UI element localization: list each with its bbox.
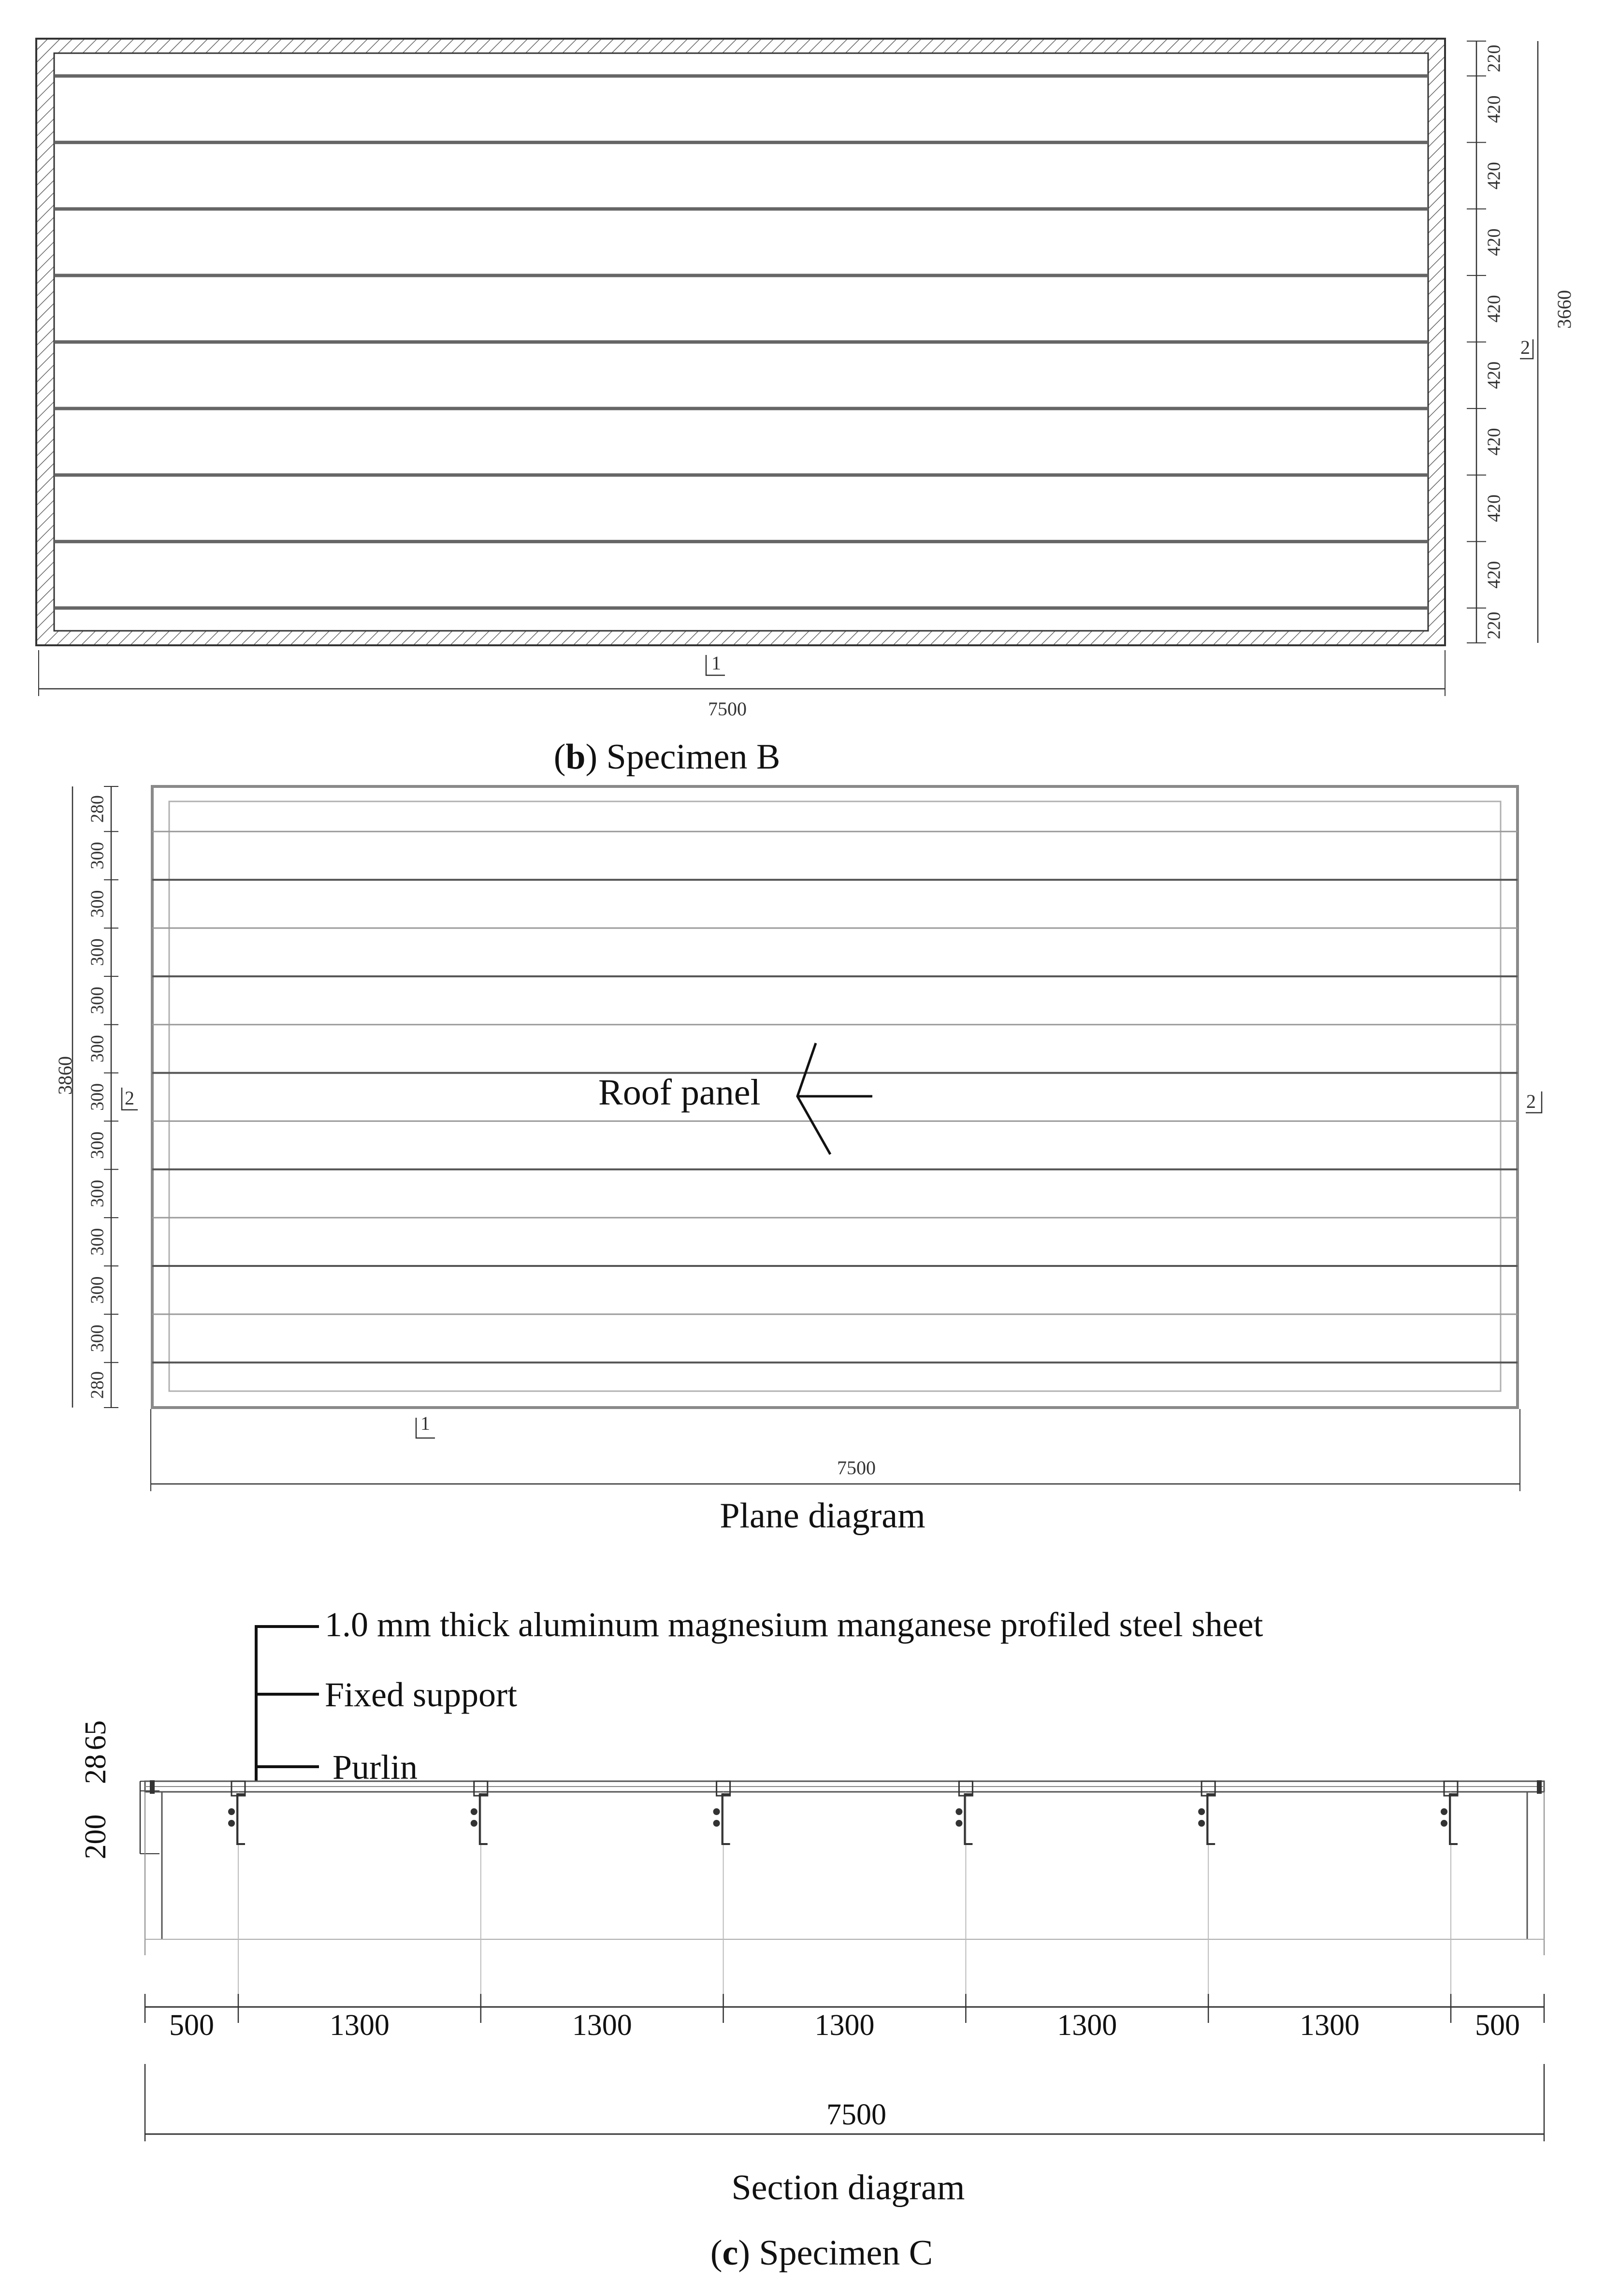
section-dim-label: 1300 bbox=[329, 2009, 390, 2042]
dim-label: 300 bbox=[87, 1324, 108, 1352]
specimen-c-section-mark-2-right bbox=[1526, 1090, 1542, 1113]
dim-label: 300 bbox=[87, 1035, 108, 1063]
purlin-section-icon bbox=[955, 1781, 972, 1844]
section-dim-label: 1300 bbox=[1300, 2009, 1360, 2042]
section-dim-label: 1300 bbox=[814, 2009, 875, 2042]
dim-label: 420 bbox=[1484, 494, 1504, 523]
dim-label: 420 bbox=[1484, 95, 1504, 123]
roof-panel-arrow-icon bbox=[797, 1043, 872, 1154]
dim-label: 420 bbox=[1484, 228, 1504, 256]
dim-label: 300 bbox=[87, 842, 108, 870]
specimen-b-total-width: 7500 bbox=[708, 698, 747, 720]
specimen-b-caption: (b) Specimen B bbox=[553, 737, 781, 777]
section-purlins bbox=[228, 1781, 1458, 2007]
svg-text:200: 200 bbox=[79, 1814, 112, 1860]
dim-label: 220 bbox=[1484, 611, 1504, 639]
specimen-b-section-mark-2 bbox=[1520, 336, 1533, 359]
svg-text:65: 65 bbox=[79, 1720, 112, 1750]
purlin-label: Purlin bbox=[333, 1748, 418, 1787]
dim-label: 220 bbox=[1484, 44, 1504, 73]
dim-label: 280 bbox=[87, 1371, 108, 1399]
specimen-c-total-width: 7500 bbox=[837, 1457, 876, 1479]
dim-label: 300 bbox=[87, 890, 108, 918]
svg-text:2: 2 bbox=[1520, 336, 1530, 358]
svg-text:2: 2 bbox=[125, 1087, 134, 1109]
dim-label: 300 bbox=[87, 1131, 108, 1159]
svg-text:1: 1 bbox=[420, 1412, 430, 1434]
roof-panel-label: Roof panel bbox=[598, 1072, 761, 1113]
dim-label: 420 bbox=[1484, 361, 1504, 389]
dim-label: 300 bbox=[87, 987, 108, 1015]
dim-label: 420 bbox=[1484, 428, 1504, 456]
dim-label: 280 bbox=[87, 795, 108, 823]
dim-label: 300 bbox=[87, 1276, 108, 1304]
svg-text:28: 28 bbox=[79, 1754, 112, 1784]
purlin-section-icon bbox=[1441, 1781, 1458, 1844]
purlin-section-icon bbox=[1198, 1781, 1215, 1844]
purlin-section-icon bbox=[713, 1781, 730, 1844]
dim-label: 300 bbox=[87, 1228, 108, 1256]
test-frame bbox=[145, 1792, 1544, 1955]
fixed-support-label: Fixed support bbox=[325, 1675, 518, 1714]
section-dim-label: 500 bbox=[1475, 2009, 1520, 2042]
dim-label: 420 bbox=[1484, 295, 1504, 323]
label-leader-line bbox=[256, 1627, 319, 1781]
section-height-dims bbox=[79, 1720, 159, 1860]
profiled-sheet-label: 1.0 mm thick aluminum magnesium manganese profiled steel sheet bbox=[325, 1605, 1263, 1644]
section-bottom-dims bbox=[145, 1994, 1544, 2042]
dim-label: 300 bbox=[87, 1179, 108, 1207]
specimen-c-caption: (c) Specimen C bbox=[710, 2233, 933, 2273]
svg-text:1: 1 bbox=[711, 652, 721, 674]
specimen-b-right-dims bbox=[1467, 41, 1504, 643]
specimen-c-section bbox=[79, 1605, 1544, 2273]
specimen-b-plan bbox=[36, 39, 1575, 777]
specimen-b-total-height: 3660 bbox=[1553, 290, 1575, 329]
specimen-c-total-height: 3860 bbox=[54, 1056, 76, 1095]
section-diagram-title: Section diagram bbox=[731, 2168, 965, 2208]
specimen-c-section-mark-2-left bbox=[122, 1087, 138, 1110]
specimen-c-plan bbox=[54, 786, 1542, 1536]
dim-label: 300 bbox=[87, 1083, 108, 1111]
dim-label: 420 bbox=[1484, 561, 1504, 589]
purlin-section-icon bbox=[228, 1781, 245, 1844]
svg-text:2: 2 bbox=[1526, 1090, 1536, 1112]
dim-label: 420 bbox=[1484, 161, 1504, 189]
specimen-c-left-dims bbox=[87, 786, 118, 1408]
purlin-section-icon bbox=[471, 1781, 488, 1844]
section-dim-label: 500 bbox=[169, 2009, 214, 2042]
plane-diagram-title: Plane diagram bbox=[720, 1496, 925, 1536]
specimen-b-section-mark-1 bbox=[706, 652, 725, 675]
section-total-width: 7500 bbox=[826, 2098, 886, 2131]
section-dim-label: 1300 bbox=[1057, 2009, 1117, 2042]
section-dim-label: 1300 bbox=[572, 2009, 632, 2042]
dim-label: 300 bbox=[87, 938, 108, 966]
specimen-c-section-mark-1 bbox=[416, 1412, 435, 1438]
